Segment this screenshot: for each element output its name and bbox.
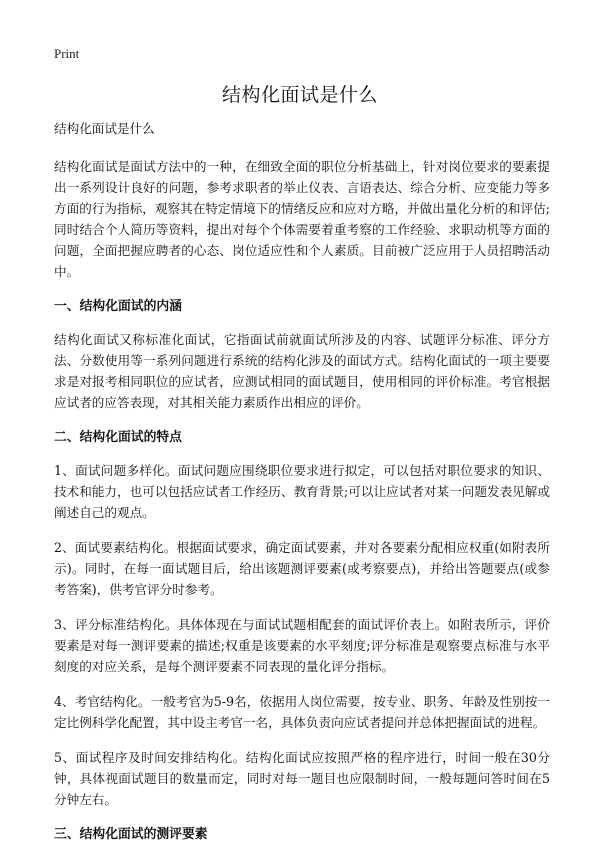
section-heading-3: 三、结构化面试的测评要素 bbox=[54, 827, 208, 842]
feature-point-5: 5、面试程序及时间安排结构化。结构化面试应按照严格的程序进行，时间一般在30分钟，具体视面试题目的数量而定，同时对每一题目也应限制时间，一般每题问答时间在5分钟左右。 bbox=[54, 750, 550, 807]
article-subtitle: 结构化面试是什么 bbox=[54, 121, 155, 136]
feature-point-3: 3、评分标准结构化。具体体现在与面试试题相配套的面试评价表上。如附表所示，评价要素是对每一测评要素的描述;权重是该要素的水平刻度;评分标准是观察要点标准与水平刻度的对应关系，是每个测评要素不同表现的量化评分指标。 bbox=[54, 617, 550, 674]
section-heading-2: 二、结构化面试的特点 bbox=[54, 430, 182, 445]
print-link[interactable]: Print bbox=[54, 46, 80, 61]
intro-paragraph: 结构化面试是面试方法中的一种，在细致全面的职位分析基础上，针对岗位要求的要素提出一系列设计良好的问题，参考求职者的举止仪表、言语表达、综合分析、应变能力等多方面的行为指标，观察其在特定情境下的情绪反应和应对方略，并做出量化分析的和评估;同时结合个人简历等资料，提出对每个个体需要着重考察的工作经验、求职动机等方面的问题，全面把握应聘者的心态、岗位适应性和个人素质。目前被广泛应用于人员招聘活动中。 bbox=[54, 159, 550, 279]
page-title: 结构化面试是什么 bbox=[221, 84, 378, 106]
section-heading-1: 一、结构化面试的内涵 bbox=[54, 299, 182, 314]
section-1-paragraph: 结构化面试又称标准化面试，它指面试前就面试所涉及的内容、试题评分标准、评分方法、分数使用等一系列问题进行系统的结构化涉及的面试方式。结构化面试的一项主要要求是对报考相同职位的应试者，应测试相同的面试题目，使用相同的评价标准。考官根据应试者的应答表现，对其相关能力素质作出相应的评价。 bbox=[54, 332, 550, 410]
feature-point-2: 2、面试要素结构化。根据面试要求，确定面试要素，并对各要素分配相应权重(如附表所示)。同时，在每一面试题目后，给出该题测评要素(或考察要点)，并给出答题要点(或参考答案)，供考官评分时参考。 bbox=[54, 540, 550, 597]
feature-point-4: 4、考官结构化。一般考官为5-9名，依据用人岗位需要，按专业、职务、年龄及性别按一定比例科学化配置，其中设主考官一名，具体负责向应试者提问并总体把握面试的进程。 bbox=[54, 694, 550, 730]
feature-point-1: 1、面试问题多样化。面试问题应围绕职位要求进行拟定，可以包括对职位要求的知识、技术和能力，也可以包括应试者工作经历、教育背景;可以让应试者对某一问题发表见解或阐述自己的观点。 bbox=[54, 463, 550, 520]
article-body bbox=[54, 118, 550, 857]
